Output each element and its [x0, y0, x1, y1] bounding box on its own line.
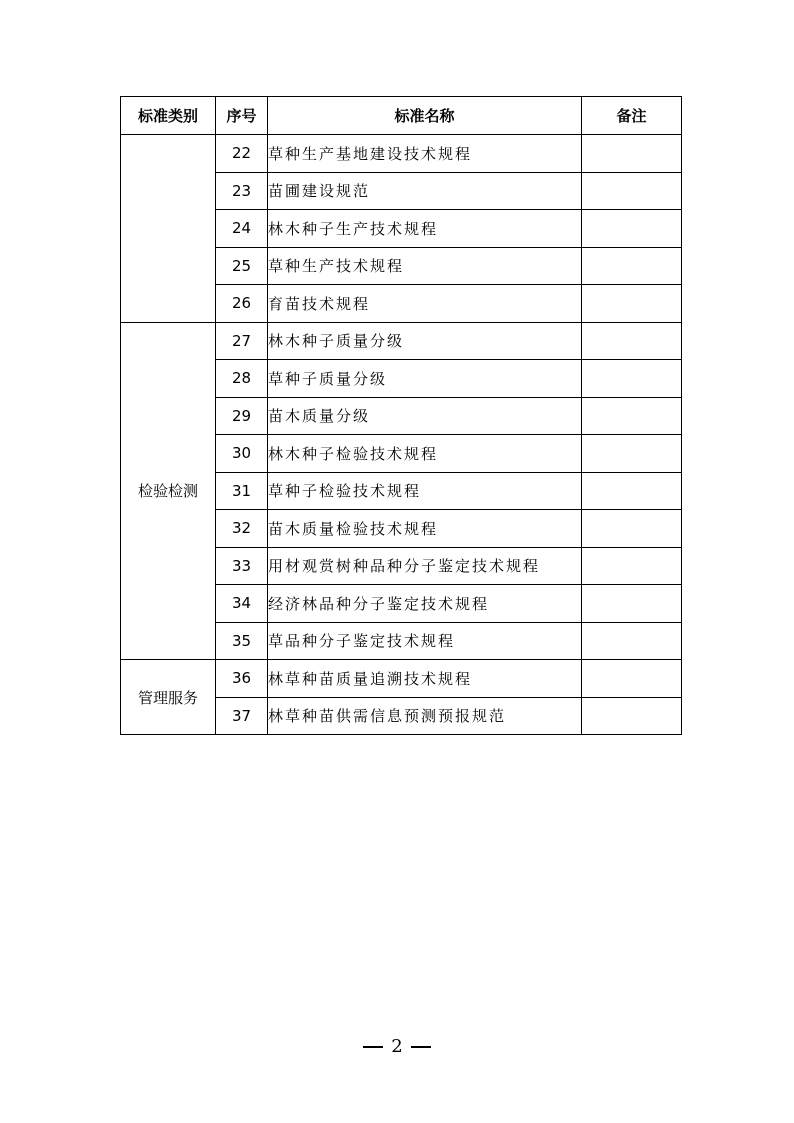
standard-name-cell: 林草种苗质量追溯技术规程	[268, 660, 582, 698]
standard-name-cell: 林木种子生产技术规程	[268, 210, 582, 248]
serial-number-cell: 37	[216, 697, 268, 735]
standard-name-cell: 草种子质量分级	[268, 360, 582, 398]
footer-dash-right	[411, 1046, 431, 1048]
standard-name-cell: 草种子检验技术规程	[268, 472, 582, 510]
serial-number-cell: 36	[216, 660, 268, 698]
header-note: 备注	[582, 97, 682, 135]
standard-name-cell: 草品种分子鉴定技术规程	[268, 622, 582, 660]
note-cell	[582, 435, 682, 473]
serial-number-cell: 29	[216, 397, 268, 435]
note-cell	[582, 397, 682, 435]
serial-number-cell: 35	[216, 622, 268, 660]
serial-number-cell: 23	[216, 172, 268, 210]
standard-name-cell: 育苗技术规程	[268, 285, 582, 323]
standard-name-cell: 用材观赏树种品种分子鉴定技术规程	[268, 547, 582, 585]
footer-dash-left	[363, 1046, 383, 1048]
standard-name-cell: 草种生产技术规程	[268, 247, 582, 285]
serial-number-cell: 24	[216, 210, 268, 248]
note-cell	[582, 135, 682, 173]
serial-number-cell: 33	[216, 547, 268, 585]
note-cell	[582, 472, 682, 510]
serial-number-cell: 31	[216, 472, 268, 510]
table-row	[121, 660, 682, 698]
page-footer	[0, 1036, 794, 1057]
standard-name-cell: 苗木质量检验技术规程	[268, 510, 582, 548]
header-number: 序号	[216, 97, 268, 135]
table-row	[121, 135, 682, 173]
category-cell: 管理服务	[121, 660, 216, 735]
standards-table	[120, 96, 682, 735]
note-cell	[582, 247, 682, 285]
standard-name-cell: 林木种子检验技术规程	[268, 435, 582, 473]
serial-number-cell: 32	[216, 510, 268, 548]
serial-number-cell: 30	[216, 435, 268, 473]
standard-name-cell: 林木种子质量分级	[268, 322, 582, 360]
note-cell	[582, 510, 682, 548]
category-cell	[121, 135, 216, 323]
page-number: 2	[391, 1036, 403, 1057]
note-cell	[582, 697, 682, 735]
note-cell	[582, 172, 682, 210]
serial-number-cell: 22	[216, 135, 268, 173]
serial-number-cell: 26	[216, 285, 268, 323]
note-cell	[582, 660, 682, 698]
serial-number-cell: 28	[216, 360, 268, 398]
header-category: 标准类别	[121, 97, 216, 135]
standard-name-cell: 苗木质量分级	[268, 397, 582, 435]
serial-number-cell: 25	[216, 247, 268, 285]
note-cell	[582, 322, 682, 360]
note-cell	[582, 210, 682, 248]
table-header-row	[121, 97, 682, 135]
table-row	[121, 322, 682, 360]
standard-name-cell: 草种生产基地建设技术规程	[268, 135, 582, 173]
note-cell	[582, 585, 682, 623]
note-cell	[582, 547, 682, 585]
note-cell	[582, 285, 682, 323]
header-name: 标准名称	[268, 97, 582, 135]
standard-name-cell: 林草种苗供需信息预测预报规范	[268, 697, 582, 735]
table-body	[121, 135, 682, 735]
category-cell: 检验检测	[121, 322, 216, 660]
note-cell	[582, 360, 682, 398]
serial-number-cell: 27	[216, 322, 268, 360]
standard-name-cell: 苗圃建设规范	[268, 172, 582, 210]
serial-number-cell: 34	[216, 585, 268, 623]
note-cell	[582, 622, 682, 660]
standard-name-cell: 经济林品种分子鉴定技术规程	[268, 585, 582, 623]
